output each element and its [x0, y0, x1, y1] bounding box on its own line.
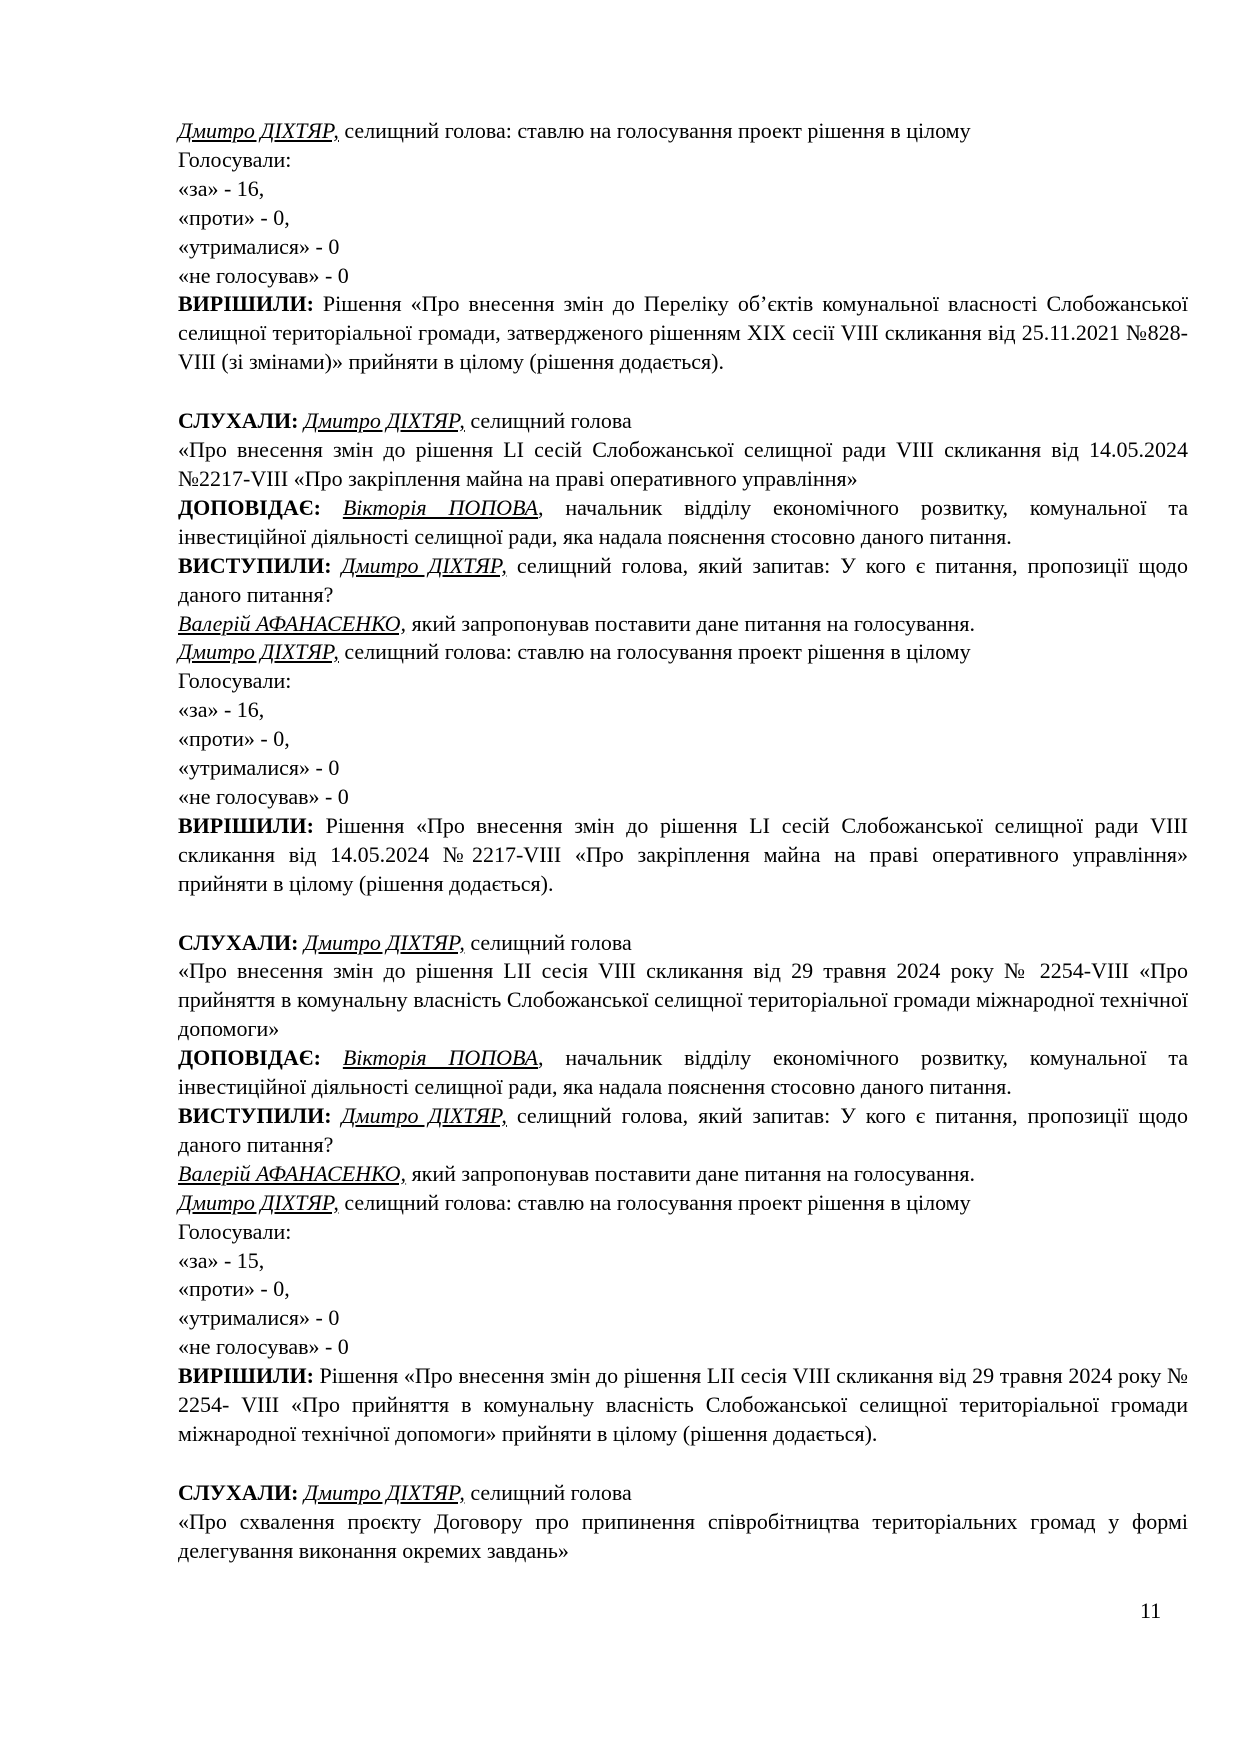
- vote-abstained: «утрималися» - 0: [178, 233, 340, 259]
- vote-for: «за» - 16,: [178, 697, 265, 723]
- vote-abstained: «утрималися» - 0: [178, 1305, 340, 1331]
- spoke-paragraph: ВИСТУПИЛИ: Дмитро ДІХТЯР, селищний голова, який запитав: У кого є питання, пропозиції щодо даного питання?: [178, 1103, 1188, 1157]
- speaker-name: Дмитро ДІХТЯР,: [178, 118, 339, 143]
- proposer-name: Валерій АФАНАСЕНКО,: [178, 610, 407, 636]
- reporter-name: Вікторія ПОПОВА: [342, 1045, 539, 1071]
- decided-label: ВИРІШИЛИ:: [178, 291, 314, 317]
- proposer-line: Валерій АФАНАСЕНКО, який запропонував поставити дане питання на голосування.: [178, 1160, 976, 1186]
- speaker-name: Дмитро ДІХТЯР,: [303, 408, 465, 434]
- vote-against: «проти» - 0,: [178, 204, 290, 230]
- decided-label: ВИРІШИЛИ:: [178, 1363, 314, 1389]
- voted-label: Голосували:: [178, 668, 292, 694]
- heard-label: СЛУХАЛИ:: [178, 929, 299, 955]
- decision-paragraph: ВИРІШИЛИ: Рішення «Про внесення змін до рішення LII сесія VIII скликання від 29 травня 2024 року № 2254- VIII «Про прийняття в комунальну власність Слобожанської селищної територіальної громади міжнародної технічної допомоги» прийняти в цілому (рішення додається).: [178, 1363, 1188, 1446]
- speaker-name: Дмитро ДІХТЯР,: [341, 552, 507, 578]
- vote-not-voted: «не голосував» - 0: [178, 262, 349, 288]
- reports-label: ДОПОВІДАЄ:: [178, 494, 321, 520]
- topic-paragraph: «Про внесення змін до рішення LI сесій Слобожанської селищної ради VIII скликання від 14.05.2024 №2217-VIII «Про закріплення майна на праві оперативного управління»: [178, 437, 1189, 491]
- speaker-name: Дмитро ДІХТЯР,: [303, 1479, 465, 1505]
- page-number: 11: [1140, 1598, 1162, 1623]
- vote-not-voted: «не голосував» - 0: [178, 1334, 349, 1360]
- agenda-section: [178, 407, 1188, 898]
- chair-statement: Дмитро ДІХТЯР, селищний голова: ставлю на голосування проект рішення в цілому: [178, 639, 971, 665]
- heard-line: СЛУХАЛИ: Дмитро ДІХТЯР, селищний голова: [178, 929, 632, 955]
- vote-not-voted: «не голосував» - 0: [178, 783, 349, 809]
- vote-for: «за» - 15,: [178, 1247, 265, 1273]
- topic-paragraph: «Про внесення змін до рішення LII сесія VIII скликання від 29 травня 2024 року № 2254-VIII «Про прийняття в комунальну власність Слобожанської селищної територіальної громади міжнародної технічної допомоги»: [178, 958, 1188, 1042]
- vote-against: «проти» - 0,: [178, 726, 290, 752]
- spoke-paragraph: ВИСТУПИЛИ: Дмитро ДІХТЯР, селищний голова, який запитав: У кого є питання, пропозиції щодо даного питання?: [178, 552, 1188, 607]
- heard-line: СЛУХАЛИ: Дмитро ДІХТЯР, селищний голова: [178, 408, 632, 434]
- voted-label: Голосували:: [178, 1218, 292, 1244]
- document-page: [178, 117, 1188, 1566]
- section-vote-continued: [178, 117, 1188, 377]
- speaker-name: Дмитро ДІХТЯР,: [341, 1103, 507, 1128]
- proposer-name: Валерій АФАНАСЕНКО,: [178, 1160, 407, 1186]
- vote-against: «проти» - 0,: [178, 1276, 290, 1302]
- vote-abstained: «утрималися» - 0: [178, 755, 340, 781]
- chair-statement: Дмитро ДІХТЯР, селищний голова: ставлю на голосування проект рішення в цілому: [178, 1189, 971, 1215]
- speaker-name: Дмитро ДІХТЯР,: [178, 639, 339, 665]
- speaker-name: Дмитро ДІХТЯР,: [303, 929, 465, 955]
- voted-label: Голосували:: [178, 146, 292, 172]
- heard-label: СЛУХАЛИ:: [178, 1479, 299, 1505]
- decided-label: ВИРІШИЛИ:: [178, 812, 314, 838]
- reports-paragraph: ДОПОВІДАЄ: Вікторія ПОПОВА, начальник відділу економічного розвитку, комунальної та інвестиційної діяльності селищної ради, яка надала пояснення стосовно даного питання.: [178, 494, 1189, 549]
- reports-paragraph: ДОПОВІДАЄ: Вікторія ПОПОВА, начальник відділу економічного розвитку, комунальної та інвестиційної діяльності селищної ради, яка надала пояснення стосовно даного питання.: [178, 1045, 1189, 1100]
- vote-for: «за» - 16,: [178, 175, 265, 201]
- proposer-line: Валерій АФАНАСЕНКО, який запропонував поставити дане питання на голосування.: [178, 610, 976, 636]
- decision-paragraph: ВИРІШИЛИ: Рішення «Про внесення змін до рішення LI сесій Слобожанської селищної ради VIII скликання від 14.05.2024 №2217-VIII «Про закріплення майна на праві оперативного управління» прийняти в цілому (рішення додається).: [178, 812, 1188, 896]
- decision-paragraph: ВИРІШИЛИ: Рішення «Про внесення змін до Переліку об’єктів комунальної власності Слобожанської селищної територіальної громади, затвердженого рішенням XIX сесії VIII скликання від 25.11.2021 №828-VIII (зі змінами)» прийняти в цілому (рішення додається).: [178, 291, 1188, 375]
- spoke-label: ВИСТУПИЛИ:: [178, 1103, 332, 1128]
- heard-line: СЛУХАЛИ: Дмитро ДІХТЯР, селищний голова: [178, 1479, 632, 1505]
- heard-label: СЛУХАЛИ:: [178, 408, 299, 434]
- speaker-name: Дмитро ДІХТЯР,: [178, 1189, 339, 1215]
- chair-statement: Дмитро ДІХТЯР, селищний голова: ставлю на голосування проект рішення в цілому: [178, 118, 971, 143]
- agenda-section: [178, 1479, 1188, 1566]
- reporter-name: Вікторія ПОПОВА: [342, 494, 539, 520]
- agenda-section: [178, 929, 1188, 1449]
- spoke-label: ВИСТУПИЛИ:: [178, 552, 332, 578]
- topic-paragraph: «Про схвалення проєкту Договору про припинення співробітництва територіальних громад у формі делегування виконання окремих завдань»: [178, 1508, 1188, 1563]
- reports-label: ДОПОВІДАЄ:: [178, 1045, 321, 1071]
